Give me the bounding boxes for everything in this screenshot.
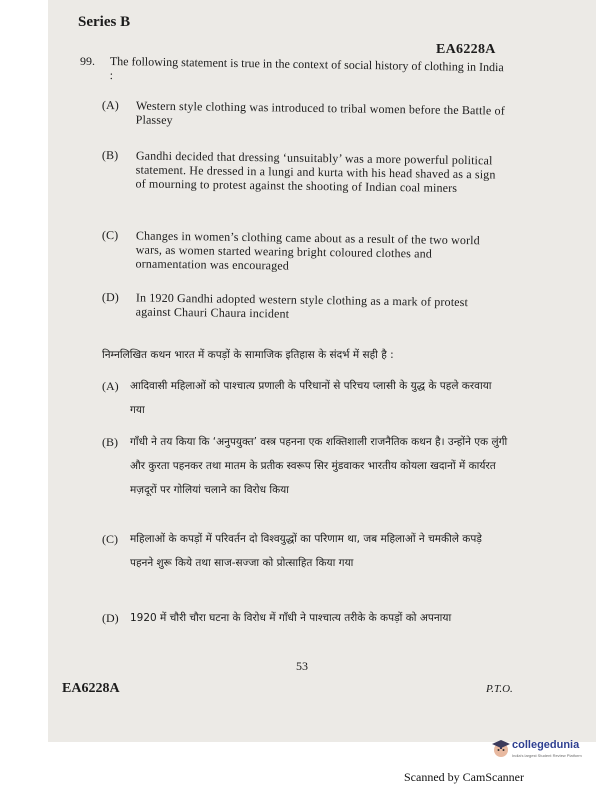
option-text: Changes in women’s clothing came about as a result of the two world wars, as women started wearing bright coloured clothes and ornamentation was encouraged	[135, 228, 480, 273]
option-c-english	[101, 228, 512, 276]
option-text: गाँधी ने तय किया कि ‘अनुपयुक्त’ वस्त्र पहनना एक शक्तिशाली राजनैतिक कथन है। उन्होंने एक लुंगी और कुरता पहनकर तथा मातम के प्रतीक स्वरूप सिर मुंडवाकर भारतीय कोयला खदानों में कार्यरत मज़दूरों पर गोलियां चलाने का विरोध किया	[130, 436, 508, 496]
question-stem-hindi: निम्नलिखित कथन भारत में कपड़ों के सामाजिक इतिहास के संदर्भ में सही है :	[102, 349, 394, 361]
brand-tagline: India's largest Student Review Platform	[512, 753, 582, 758]
collegedunia-logo	[490, 735, 600, 763]
option-label: (B)	[102, 435, 118, 449]
scanner-watermark: Scanned by CamScanner	[404, 770, 524, 784]
option-text: Western style clothing was introduced to tribal women before the Battle of Plassey	[135, 98, 505, 127]
option-b-english	[101, 148, 512, 196]
option-text: आदिवासी महिलाओं को पाश्चात्य प्रणाली के परिधानों से परिचय प्लासी के युद्ध के पहले करवाया गया	[130, 380, 492, 416]
brand-name: collegedunia	[512, 739, 580, 751]
option-text: महिलाओं के कपड़ों में परिवर्तन दो विश्वयुद्धों का परिणाम था, जब महिलाओं ने चमकीले कपड़े पहनने शुरू किये तथा साज-सज्जा को प्रोत्साहित किया गया	[130, 533, 482, 569]
option-d-english	[102, 290, 512, 324]
option-text: Gandhi decided that dressing ‘unsuitably’ was a more powerful political statement. He dressed in a lungi and kurta with his head shaved as a sign of mourning to protest against the shooting of Indian coal miners	[135, 148, 496, 195]
option-text: 1920 में चौरी चौरा घटना के विरोध में गाँधी ने पाश्चात्य तरीके के कपड़ों को अपनाया	[130, 612, 452, 624]
option-label: (D)	[101, 290, 120, 305]
question-number: 99.	[80, 54, 95, 68]
question-stem-english: The following statement is true in the context of social history of clothing in India :	[109, 54, 504, 83]
option-label: (A)	[101, 98, 120, 113]
option-text: In 1920 Gandhi adopted western style clothing as a mark of protest against Chauri Chaura incident	[135, 290, 469, 321]
paper-code-top: EA6228A	[436, 42, 496, 57]
option-label: (A)	[102, 379, 119, 393]
series-label: Series B	[78, 14, 131, 30]
option-label: (C)	[102, 532, 118, 546]
option-b-hindi	[102, 430, 514, 502]
option-c-hindi	[102, 527, 514, 575]
page-number: 53	[296, 659, 308, 673]
option-label: (D)	[102, 611, 119, 625]
graduate-icon	[490, 737, 512, 759]
option-a-english	[102, 98, 512, 132]
option-a-hindi	[102, 374, 514, 422]
option-label: (C)	[101, 228, 119, 243]
please-turn-over: P.T.O.	[486, 683, 513, 695]
option-label: (B)	[101, 148, 119, 163]
option-d-hindi	[102, 606, 514, 630]
paper-code-bottom: EA6228A	[62, 681, 120, 696]
